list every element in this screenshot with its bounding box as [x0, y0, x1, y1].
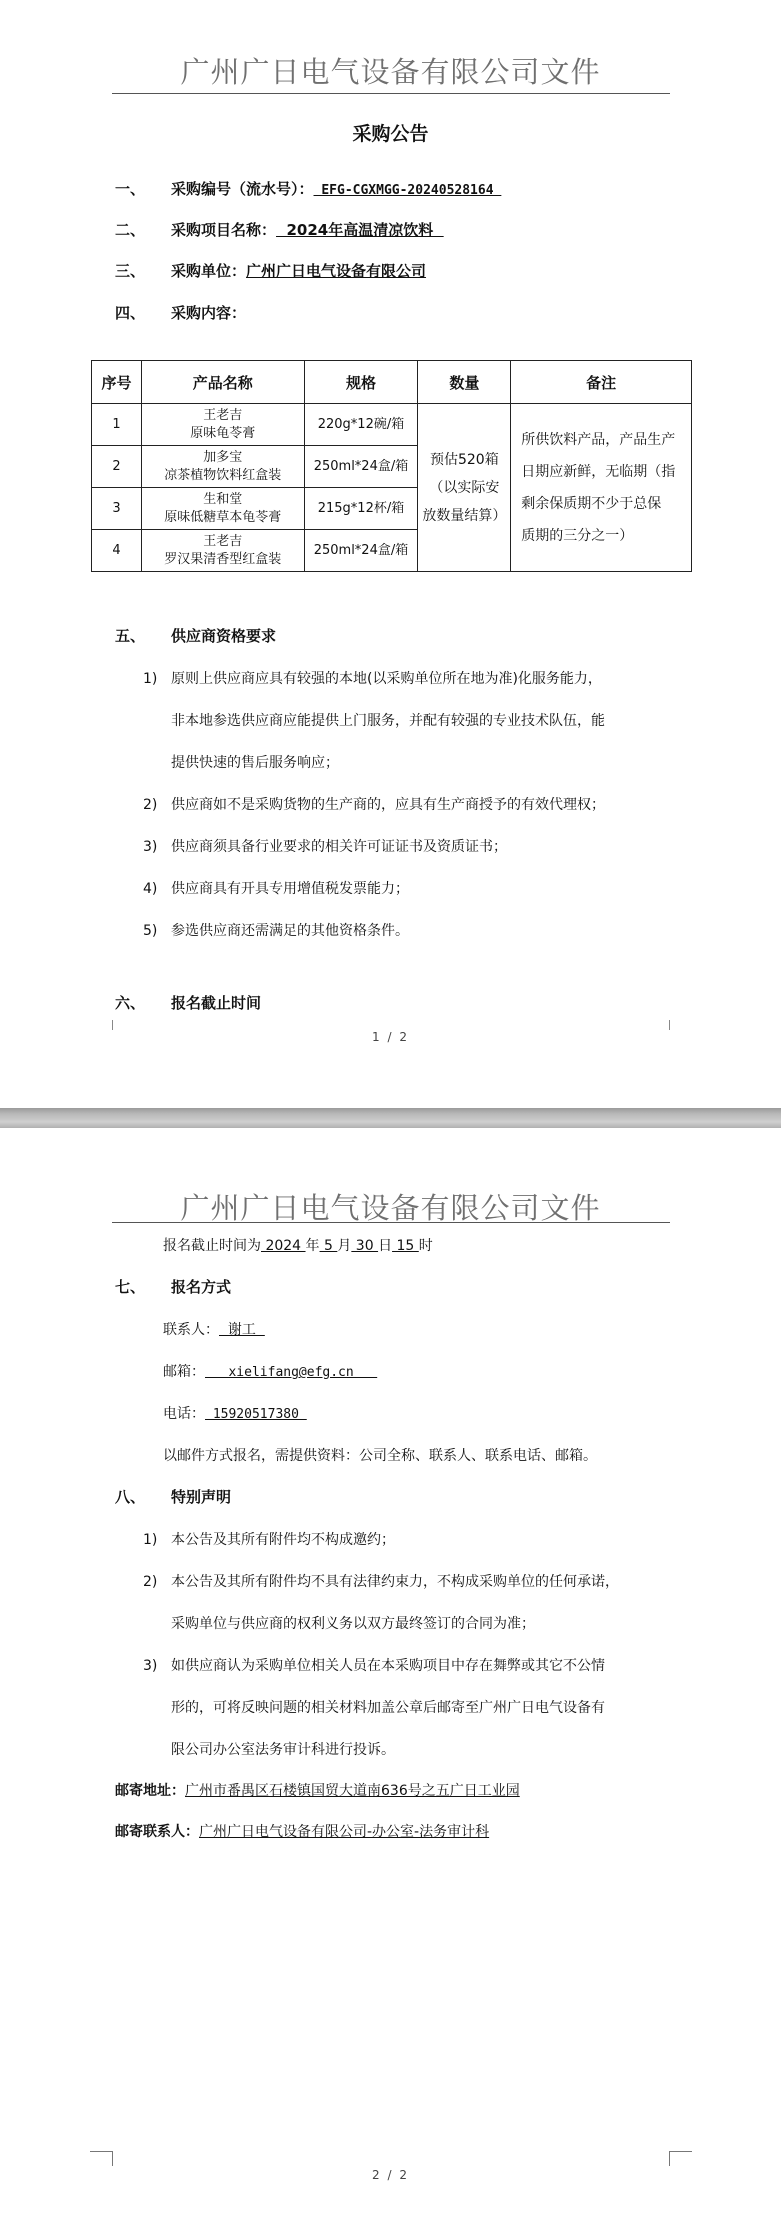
- item-text-continued: 限公司办公室法务审计科进行投诉。: [171, 1742, 395, 1758]
- section-num: 八、: [115, 1488, 146, 1506]
- remark-line: 所供饮料产品，产品生产: [521, 431, 676, 448]
- col-header-remark: 备注: [511, 361, 692, 404]
- list-item: [143, 794, 605, 814]
- header-rule: [112, 93, 670, 94]
- cell-name: [141, 488, 304, 530]
- item-text: 原则上供应商应具有较强的本地(以采购单位所在地为准)化服务能力，: [171, 671, 602, 687]
- header-rule: [112, 1222, 670, 1223]
- mail-address-label: 邮寄地址：: [115, 1783, 185, 1799]
- col-header-no: 序号: [92, 361, 142, 404]
- section-num: 一、: [115, 180, 146, 198]
- section-supplier-requirements: [115, 625, 276, 646]
- item-number: 3): [143, 1658, 158, 1674]
- remark-line: 剩余保质期不少于总保: [521, 495, 662, 512]
- product-brand: 加多宝: [203, 449, 243, 465]
- list-item: [143, 878, 409, 898]
- section-num: 二、: [115, 221, 146, 239]
- item-text: 本公告及其所有附件均不具有法律约束力，不构成采购单位的任何承诺，: [171, 1574, 619, 1590]
- page-number: 1 / 2: [372, 1030, 409, 1044]
- registration-note: 以邮件方式报名，需提供资料：公司全称、联系人、联系电话、邮箱。: [163, 1448, 597, 1464]
- section-disclaimer: [115, 1486, 231, 1507]
- mail-address-line: [115, 1780, 520, 1800]
- list-item: [143, 836, 507, 856]
- col-header-spec: 规格: [304, 361, 418, 404]
- qty-line: （以实际安: [429, 479, 500, 496]
- deadline-prefix: 报名截止时间为: [163, 1238, 261, 1254]
- cell-spec: 220g*12碗/箱: [304, 404, 418, 446]
- product-variant: 原味低糖草本龟苓膏: [164, 509, 282, 525]
- item-text-continued: 非本地参选供应商应能提供上门服务，并配有较强的专业技术队伍，能: [171, 713, 605, 729]
- list-item: [143, 1655, 605, 1675]
- margin-mark: [669, 1020, 670, 1030]
- cell-no: 4: [92, 530, 142, 572]
- qty-line: 预估520箱: [429, 451, 499, 468]
- project-name-value: 2024年高温清凉饮料: [276, 221, 444, 239]
- email-link[interactable]: xielifang@efg.cn: [205, 1365, 378, 1380]
- cell-quantity: [418, 404, 511, 572]
- purchaser-value: 广州广日电气设备有限公司: [246, 262, 427, 280]
- month-unit: 月: [337, 1238, 352, 1254]
- item-number: 5): [143, 923, 158, 939]
- section-project-name: [115, 219, 444, 240]
- cell-no: 1: [92, 404, 142, 446]
- margin-mark: [112, 1020, 113, 1030]
- crop-mark: [90, 2151, 113, 2166]
- item-text: 供应商须具备行业要求的相关许可证证书及资质证书；: [171, 839, 507, 855]
- email-label: 邮箱：: [163, 1364, 205, 1380]
- section-num: 四、: [115, 304, 146, 322]
- phone-label: 电话：: [163, 1406, 205, 1422]
- deadline-year: 2024: [261, 1238, 306, 1254]
- serial-number-value: EFG-CGXMGG-20240528164: [313, 183, 502, 198]
- remark-line: 质期的三分之一）: [521, 527, 634, 544]
- goods-table: [91, 360, 692, 572]
- deadline-day: 30: [351, 1238, 379, 1254]
- section-purchaser: [115, 260, 426, 281]
- page-separator: [0, 1108, 781, 1128]
- cell-name: [141, 530, 304, 572]
- qty-line: 放数量结算）: [422, 507, 507, 524]
- table-header-row: [92, 361, 692, 404]
- product-variant: 原味龟苓膏: [190, 425, 256, 441]
- section-content: [115, 302, 246, 323]
- item-number: 1): [143, 671, 158, 687]
- phone-line: [163, 1403, 307, 1423]
- deadline-hour: 15: [392, 1238, 419, 1254]
- doc-title: 采购公告: [352, 123, 429, 145]
- product-brand: 生和堂: [203, 491, 243, 507]
- hour-unit: 时: [418, 1238, 433, 1254]
- item-text: 本公告及其所有附件均不构成邀约；: [171, 1532, 395, 1548]
- company-doc-header: 广州广日电气设备有限公司文件: [180, 55, 601, 89]
- item-text-continued: 形的，可将反映问题的相关材料加盖公章后邮寄至广州广日电气设备有: [171, 1700, 605, 1716]
- list-item: [143, 1571, 619, 1591]
- item-number: 2): [143, 1574, 158, 1590]
- list-item: [143, 920, 409, 940]
- document-page-2: [0, 1128, 781, 2237]
- section-registration: [115, 1276, 231, 1297]
- item-text-continued: 采购单位与供应商的权利义务以双方最终签订的合同为准；: [171, 1616, 535, 1632]
- crop-mark: [669, 2151, 692, 2166]
- day-unit: 日: [378, 1238, 393, 1254]
- item-text: 供应商如不是采购货物的生产商的，应具有生产商授予的有效代理权；: [171, 797, 605, 813]
- col-header-qty: 数量: [418, 361, 511, 404]
- contact-label: 联系人：: [163, 1322, 219, 1338]
- mail-contact-label: 邮寄联系人：: [115, 1824, 199, 1840]
- deadline-line: [163, 1235, 433, 1255]
- section-num: 六、: [115, 994, 146, 1012]
- section-label: 采购项目名称：: [171, 221, 277, 239]
- section-num: 三、: [115, 262, 146, 280]
- item-text: 如供应商认为采购单位相关人员在本采购项目中存在舞弊或其它不公情: [171, 1658, 605, 1674]
- item-text: 参选供应商还需满足的其他资格条件。: [171, 923, 409, 939]
- cell-name: [141, 404, 304, 446]
- product-variant: 罗汉果清香型红盒装: [164, 551, 282, 567]
- section-label: 报名截止时间: [171, 994, 262, 1012]
- product-brand: 王老吉: [203, 407, 243, 423]
- section-serial-number: [115, 178, 501, 199]
- section-num: 五、: [115, 627, 146, 645]
- product-brand: 王老吉: [203, 533, 243, 549]
- section-deadline: [115, 992, 261, 1013]
- contact-line: [163, 1319, 265, 1339]
- cell-spec: 250ml*24盒/箱: [304, 530, 418, 572]
- table-row: [92, 404, 692, 446]
- section-label: 采购单位：: [171, 262, 247, 280]
- section-label: 采购内容：: [171, 304, 247, 322]
- product-variant: 凉茶植物饮料红盒装: [164, 467, 282, 483]
- section-label: 特别声明: [171, 1488, 232, 1506]
- list-item: [143, 668, 602, 688]
- item-text-continued: 提供快速的售后服务响应；: [171, 755, 339, 771]
- cell-no: 3: [92, 488, 142, 530]
- list-item: [143, 1529, 395, 1549]
- contact-value: 谢工: [219, 1322, 265, 1338]
- cell-spec: 215g*12杯/箱: [304, 488, 418, 530]
- col-header-name: 产品名称: [141, 361, 304, 404]
- deadline-month: 5: [319, 1238, 338, 1254]
- page-number: 2 / 2: [372, 2168, 409, 2182]
- cell-remark: [511, 404, 692, 572]
- item-number: 2): [143, 797, 158, 813]
- section-label: 采购编号（流水号）：: [171, 180, 314, 198]
- cell-no: 2: [92, 446, 142, 488]
- document-page-1: [0, 0, 781, 1108]
- mail-contact-value: 广州广日电气设备有限公司-办公室-法务审计科: [199, 1824, 490, 1840]
- section-label: 供应商资格要求: [171, 627, 277, 645]
- section-label: 报名方式: [171, 1278, 232, 1296]
- item-number: 1): [143, 1532, 158, 1548]
- remark-line: 日期应新鲜，无临期（指: [521, 463, 676, 480]
- phone-value: 15920517380: [205, 1407, 307, 1422]
- mail-address-value: 广州市番禺区石楼镇国贸大道南636号之五广日工业园: [185, 1783, 520, 1799]
- mail-contact-line: [115, 1821, 489, 1841]
- cell-spec: 250ml*24盒/箱: [304, 446, 418, 488]
- item-number: 4): [143, 881, 158, 897]
- cell-name: [141, 446, 304, 488]
- item-text: 供应商具有开具专用增值税发票能力；: [171, 881, 409, 897]
- item-number: 3): [143, 839, 158, 855]
- year-unit: 年: [305, 1238, 320, 1254]
- company-doc-header: 广州广日电气设备有限公司文件: [180, 1191, 601, 1225]
- email-line: [163, 1361, 377, 1381]
- section-num: 七、: [115, 1278, 146, 1296]
